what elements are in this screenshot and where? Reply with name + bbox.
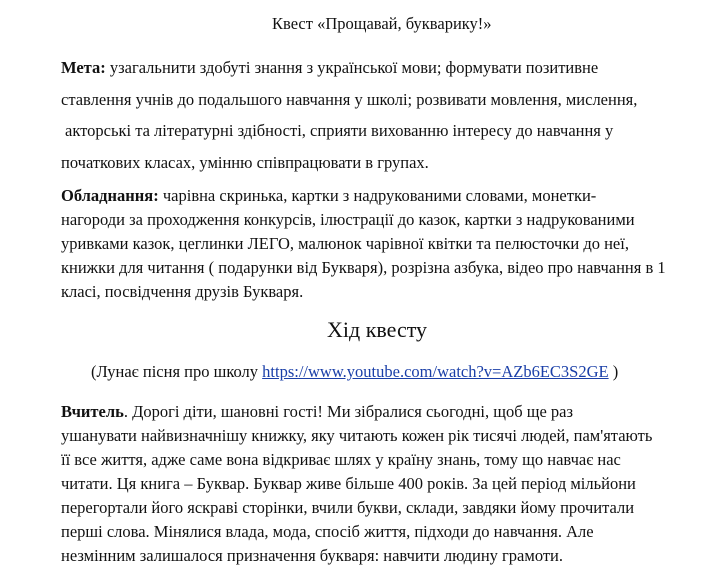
youtube-link[interactable]: https://www.youtube.com/watch?v=AZb6EC3S2GE: [262, 362, 609, 381]
document-title: Квест «Прощавай, букварику!»: [272, 14, 492, 33]
teacher-line-3: її все життя, адже саме вона відкриває шлях у країну знань, тому що навчає нас: [61, 450, 621, 469]
goal-line-3: акторські та літературні здібності, сприяти вихованню інтересу до навчання у: [65, 121, 614, 140]
teacher-label: Вчитель: [61, 402, 124, 421]
equipment-line-3: уривками казок, цеглинки ЛЕГО, малюнок чарівної квітки та пелюсточки до неї,: [61, 234, 629, 253]
teacher-line-4: читати. Ця книга – Буквар. Буквар живе більше 400 років. За цей період мільйони: [61, 474, 636, 493]
equipment-line-4: книжки для читання ( подарунки від Букваря), розрізна азбука, відео про навчання в 1: [61, 258, 666, 277]
teacher-line-6: перші слова. Мінялися влада, мода, спосіб життя, підходи до навчання. Але: [61, 522, 594, 541]
teacher-line-1: Вчитель. Дорогі діти, шановні гості! Ми зібралися сьогодні, щоб ще раз: [61, 402, 573, 421]
equipment-label: Обладнання:: [61, 186, 159, 205]
goal-line-1: Мета: узагальнити здобуті знання з української мови; формувати позитивне: [61, 58, 599, 77]
section-heading: Хід квесту: [327, 317, 428, 342]
goal-line-4: початкових класах, умінню співпрацювати в групах.: [61, 153, 429, 172]
equipment-line-1: Обладнання: чарівна скринька, картки з надрукованими словами, монетки-: [61, 186, 597, 205]
song-line: (Лунає пісня про школу https://www.youtube.com/watch?v=AZb6EC3S2GE ): [91, 362, 619, 381]
teacher-line-2: ушанувати найвизначнішу книжку, яку читають кожен рік тисячі людей, пам'ятають: [61, 426, 653, 445]
equipment-line-2: нагороди за проходження конкурсів, ілюстрації до казок, картки з надрукованими: [61, 210, 635, 229]
equipment-line-5: класі, посвідчення друзів Букваря.: [61, 282, 304, 301]
teacher-line-5: перегортали його яскраві сторінки, вчили букви, склади, завдяки йому прочитали: [61, 498, 635, 517]
goal-line-2: ставлення учнів до подальшого навчання у школі; розвивати мовлення, мислення,: [61, 90, 638, 109]
teacher-line-7: незмінним залишалося призначення букваря: навчити людину грамоти.: [61, 546, 564, 565]
goal-label: Мета:: [61, 58, 106, 77]
